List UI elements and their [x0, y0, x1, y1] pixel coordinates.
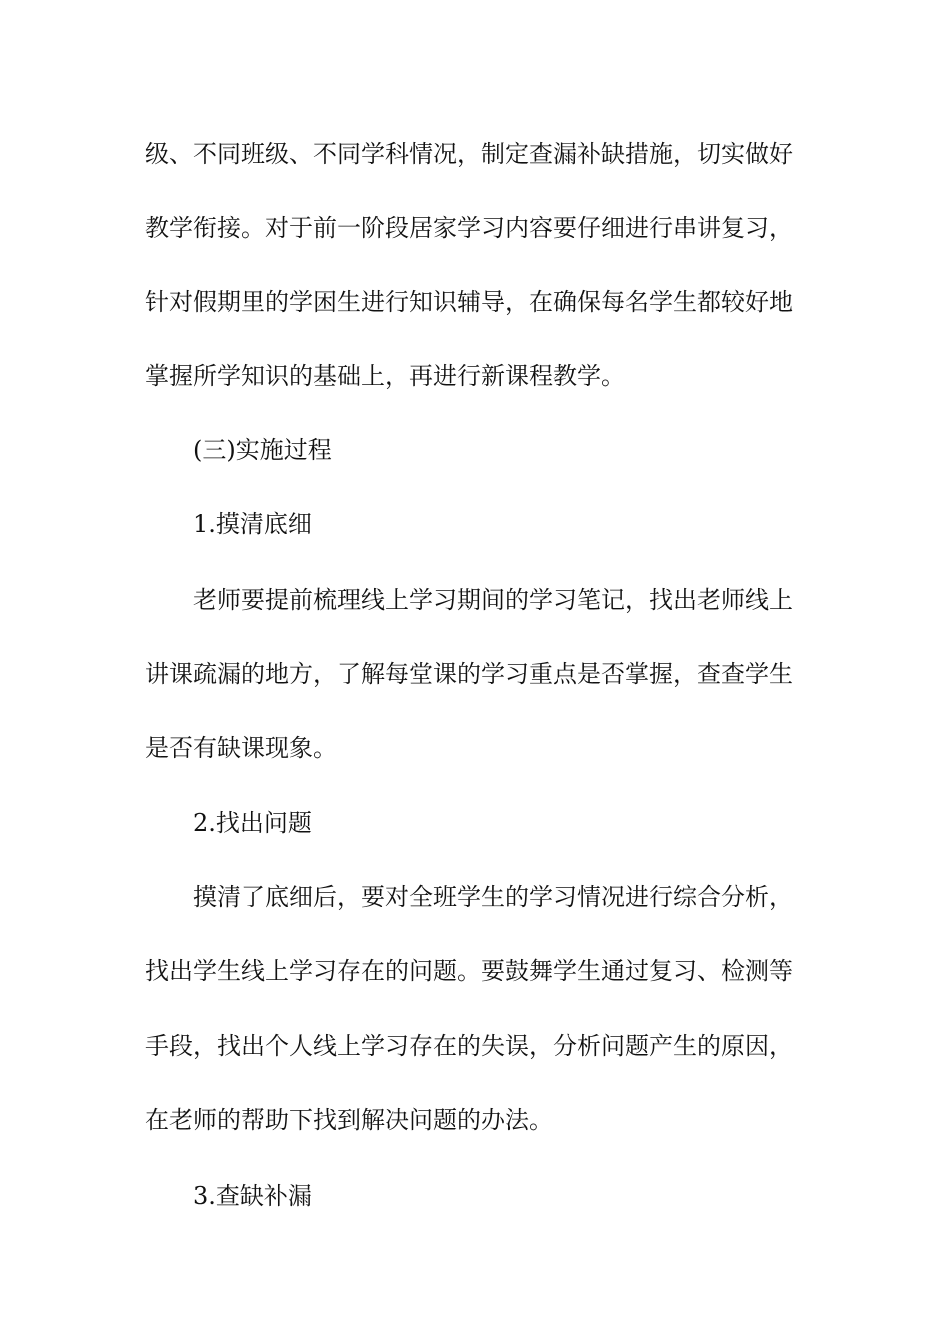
section-heading: (三)实施过程	[193, 436, 332, 464]
paragraph-line: 找出学生线上学习存在的问题。要鼓舞学生通过复习、检测等	[145, 957, 793, 985]
paragraph-line: 老师要提前梳理线上学习期间的学习笔记，找出老师线上	[193, 586, 793, 614]
paragraph-line: 在老师的帮助下找到解决问题的办法。	[145, 1106, 553, 1134]
paragraph-line: 讲课疏漏的地方，了解每堂课的学习重点是否掌握，查查学生	[145, 660, 793, 688]
paragraph-line: 手段，找出个人线上学习存在的失误，分析问题产生的原因，	[145, 1032, 793, 1060]
subsection-heading: 2.找出问题	[193, 809, 312, 837]
paragraph-line: 级、不同班级、不同学科情况，制定查漏补缺措施，切实做好	[145, 140, 793, 168]
paragraph-line: 教学衔接。对于前一阶段居家学习内容要仔细进行串讲复习，	[145, 214, 793, 242]
paragraph-line: 摸清了底细后，要对全班学生的学习情况进行综合分析，	[193, 883, 793, 911]
subsection-heading: 1.摸清底细	[193, 510, 312, 538]
paragraph-line: 掌握所学知识的基础上，再进行新课程教学。	[145, 362, 625, 390]
subsection-heading: 3.查缺补漏	[193, 1182, 312, 1210]
paragraph-line: 是否有缺课现象。	[145, 734, 337, 762]
paragraph-line: 针对假期里的学困生进行知识辅导，在确保每名学生都较好地	[145, 288, 793, 316]
